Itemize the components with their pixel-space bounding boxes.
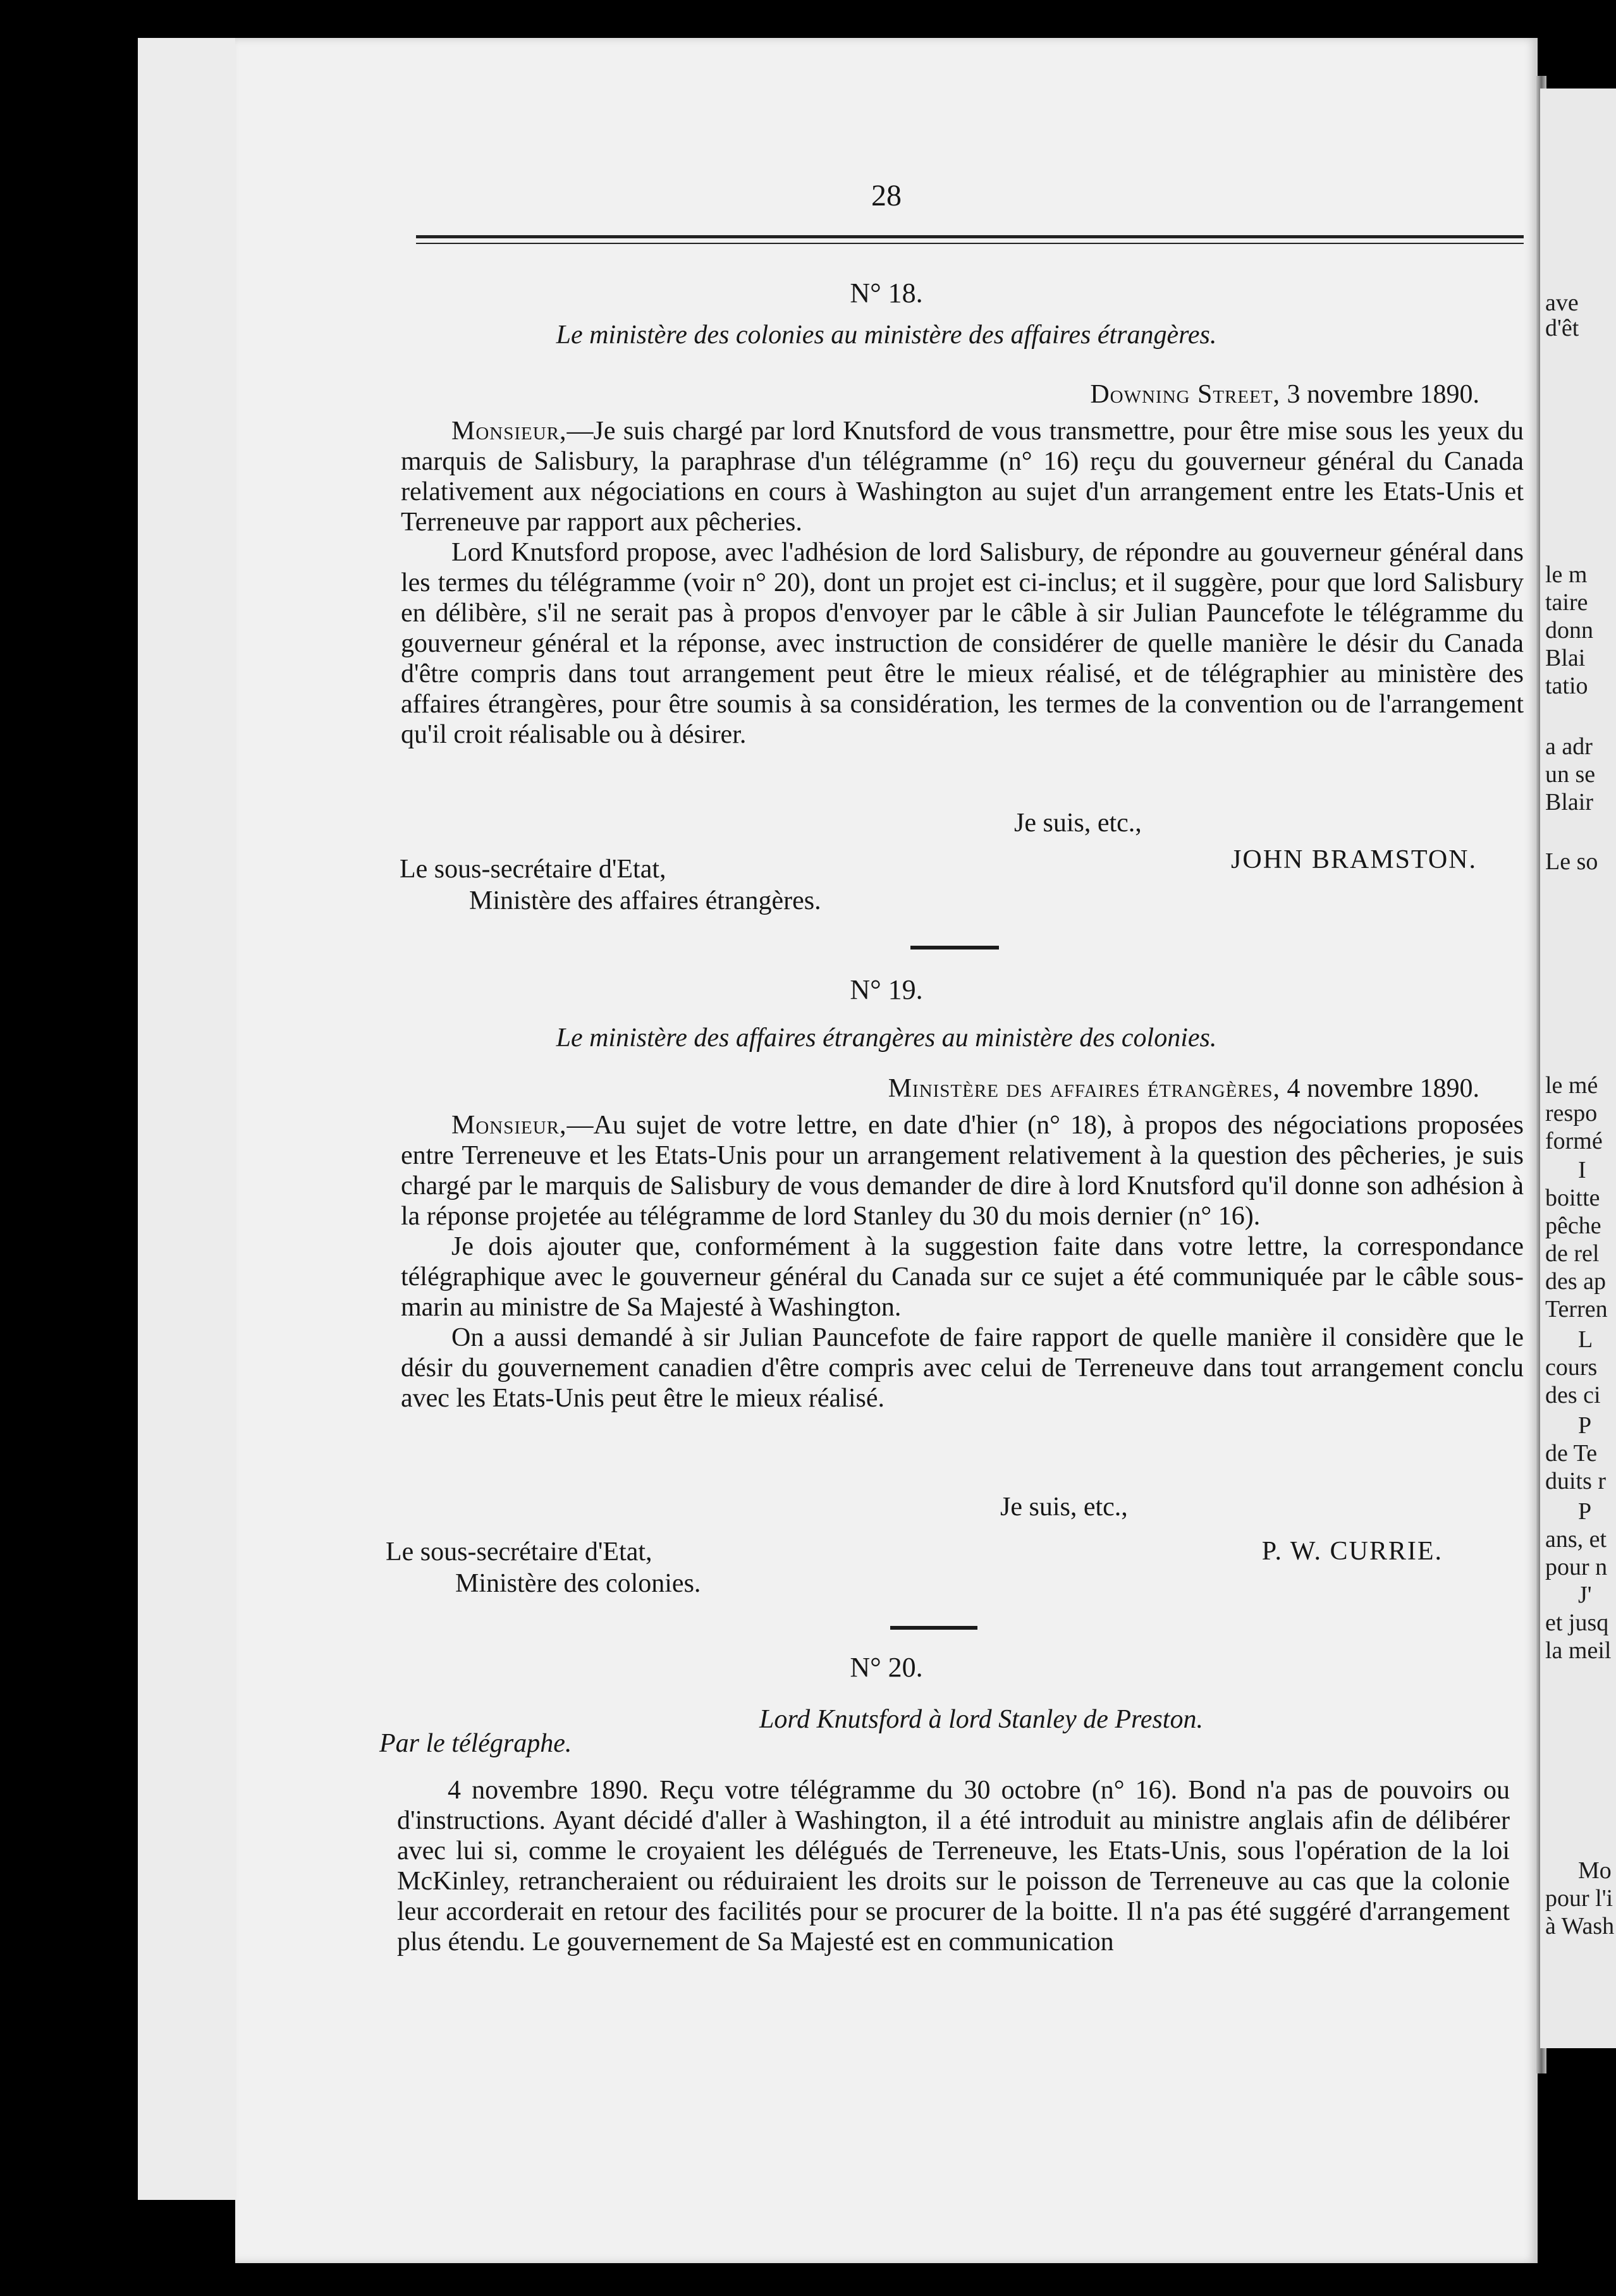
doc-19-paragraph: Je dois ajouter que, conformément à la suggestion faite dans votre lettre, la correspondance télégraphique avec le gouverneur général du Canada sur ce sujet a été communiquée par le câble sous-marin au ministre de Sa Majesté à Washington. [401,1232,1524,1322]
header-rule [416,235,1524,238]
facing-fragment: Blai [1545,645,1586,671]
facing-fragment: Mo [1578,1857,1612,1884]
facing-fragment: P [1578,1412,1592,1439]
facing-fragment: respo [1545,1100,1598,1127]
doc-19-salutation: Monsieur, [451,1111,567,1140]
doc-19-addressee [386,1536,701,1599]
facing-fragment: ans, et [1545,1526,1607,1553]
doc-18-body [401,416,1524,750]
doc-18-salutation: Monsieur, [451,417,567,446]
separator [890,1626,977,1630]
book-page [235,38,1538,2263]
header-rule-thin [416,243,1524,244]
doc-19-signature: P. W. CURRIE. [1261,1537,1443,1566]
facing-fragment: et jusq [1545,1609,1609,1636]
doc-18-dateline-place: Downing Street, [1090,380,1281,409]
doc-20-via: Par le télégraphe. [379,1729,572,1758]
doc-19-closing: Je suis, etc., [1000,1493,1128,1522]
doc-18-closing: Je suis, etc., [1014,809,1142,838]
facing-fragment: de Te [1545,1440,1598,1467]
facing-fragment: formé [1545,1128,1603,1154]
facing-fragment: tatio [1545,673,1588,699]
facing-fragment: J' [1578,1582,1592,1608]
facing-fragment: a adr [1545,733,1593,760]
page-edges [138,38,239,2200]
doc-18-addressee [400,853,821,917]
facing-fragment: pour l'i [1545,1885,1613,1912]
doc-18-paragraph: Lord Knutsford propose, avec l'adhésion de lord Salisbury, de répondre au gouverneur général dans les termes du télégramme (voir n° 20), dont un projet est ci-inclus; et il suggère, pour que lord Salisbury en délibère, s'il ne serait pas à propos d'envoyer par le câble à sir Julian Pauncefote le télégramme du gouverneur général et la réponse, avec instruction de considérer de quelle manière le désir du Canada d'être compris dans tout arrangement peut être le mieux réalisé, et de télégraphier au ministère des affaires étrangères, pour être soumis à sa considération, les termes de la convention ou de l'arrangement qu'il croit réalisable ou à désirer. [401,538,1524,749]
doc-18-dateline-date: 3 novembre 1890. [1287,380,1479,409]
doc-19-addressee-line1: Le sous-secrétaire d'Etat, [386,1537,652,1566]
doc-20-body [397,1775,1510,1957]
doc-18-addressee-line1: Le sous-secrétaire d'Etat, [400,855,666,884]
facing-fragment: Blair [1545,789,1593,815]
facing-fragment: P [1578,1498,1592,1525]
doc-19-dateline [888,1073,1479,1104]
facing-fragment: des ap [1545,1268,1607,1295]
facing-fragment: de rel [1545,1240,1600,1267]
facing-fragment: pêche [1545,1212,1601,1239]
facing-fragment: duits r [1545,1468,1607,1494]
facing-fragment: des ci [1545,1382,1601,1408]
facing-fragment: pour n [1545,1554,1608,1580]
doc-18-dateline [1090,379,1479,410]
facing-fragment: taire [1545,589,1588,616]
facing-fragment: boitte [1545,1185,1600,1211]
facing-fragment: d'êt [1545,315,1579,341]
doc-19-title: Le ministère des affaires étrangères au ministère des colonies. [556,1023,1217,1053]
doc-20-number: N° 20. [850,1652,923,1683]
doc-18-paragraph: Monsieur,—Je suis chargé par lord Knutsford de vous transmettre, pour être mise sous les yeux du marquis de Salisbury, la paraphrase d'un télégramme (n° 16) reçu du gouverneur général du Canada relativement aux négociations en cours à Washington au sujet d'un arrangement entre les Etats-Unis et Terreneuve par rapport aux pêcheries. [401,417,1524,537]
doc-18-title: Le ministère des colonies au ministère des affaires étrangères. [556,321,1217,350]
facing-fragment: Le so [1545,848,1598,875]
facing-fragment: à Wash [1545,1913,1615,1939]
doc-18-signature: JOHN BRAMSTON. [1231,845,1477,874]
facing-fragment: donn [1545,617,1593,644]
facing-fragment: ave [1545,290,1579,316]
doc-19-paragraph: On a aussi demandé à sir Julian Pauncefote de faire rapport de quelle manière il considère que le désir du gouvernement canadien d'être compris avec celui de Terreneuve dans tout arrangement conclu avec les Etats-Unis peut être le mieux réalisé. [401,1323,1524,1413]
doc-19-body [401,1110,1524,1414]
doc-20-date: 4 novembre 1890. [448,1776,649,1805]
page-number: 28 [871,179,902,212]
facing-fragment: le mé [1545,1072,1598,1099]
facing-fragment: cours [1545,1354,1598,1381]
doc-20-paragraph: 4 novembre 1890. Reçu votre télégramme du 30 octobre (n° 16). Bond n'a pas de pouvoirs ou d'instructions. Ayant décidé d'aller à Washington, il a été introduit au ministre anglais afin de délibérer avec lui si, comme le croyaient les délégués de Terreneuve, les Etats-Unis, sous l'opération de la loi McKinley, retrancheraient ou réduiraient les droits sur le poisson de Terreneuve au cas que la colonie leur accorderait en retour des facilités pour se procurer de la boitte. Il n'a pas été suggéré d'arrangement plus étendu. Le gouvernement de Sa Majesté est en communication [397,1776,1510,1957]
doc-18-addressee-line2: Ministère des affaires étrangères. [469,886,821,915]
facing-page [1540,89,1616,2048]
facing-fragment: I [1578,1157,1586,1183]
doc-19-addressee-line2: Ministère des colonies. [455,1569,701,1598]
doc-18-number: N° 18. [850,278,923,308]
doc-19-dateline-place: Ministère des affaires étrangères, [888,1074,1281,1103]
separator [910,946,999,950]
doc-19-dateline-date: 4 novembre 1890. [1287,1074,1479,1103]
facing-fragment: le m [1545,561,1588,588]
facing-fragment: Terren [1545,1296,1608,1322]
facing-fragment: la meil [1545,1637,1612,1664]
facing-fragment: un se [1545,761,1596,788]
facing-fragment: L [1578,1326,1593,1353]
doc-19-number: N° 19. [850,974,923,1005]
doc-20-title: Lord Knutsford à lord Stanley de Preston. [759,1705,1203,1734]
doc-19-paragraph: Monsieur,—Au sujet de votre lettre, en date d'hier (n° 18), à propos des négociations proposées entre Terreneuve et les Etats-Unis pour un arrangement relativement à la question des pêcheries, je suis chargé par le marquis de Salisbury de vous demander de dire à lord Knutsford qu'il donne son adhésion à la réponse projetée au télégramme de lord Stanley du 30 du mois dernier (n° 16). [401,1111,1524,1231]
